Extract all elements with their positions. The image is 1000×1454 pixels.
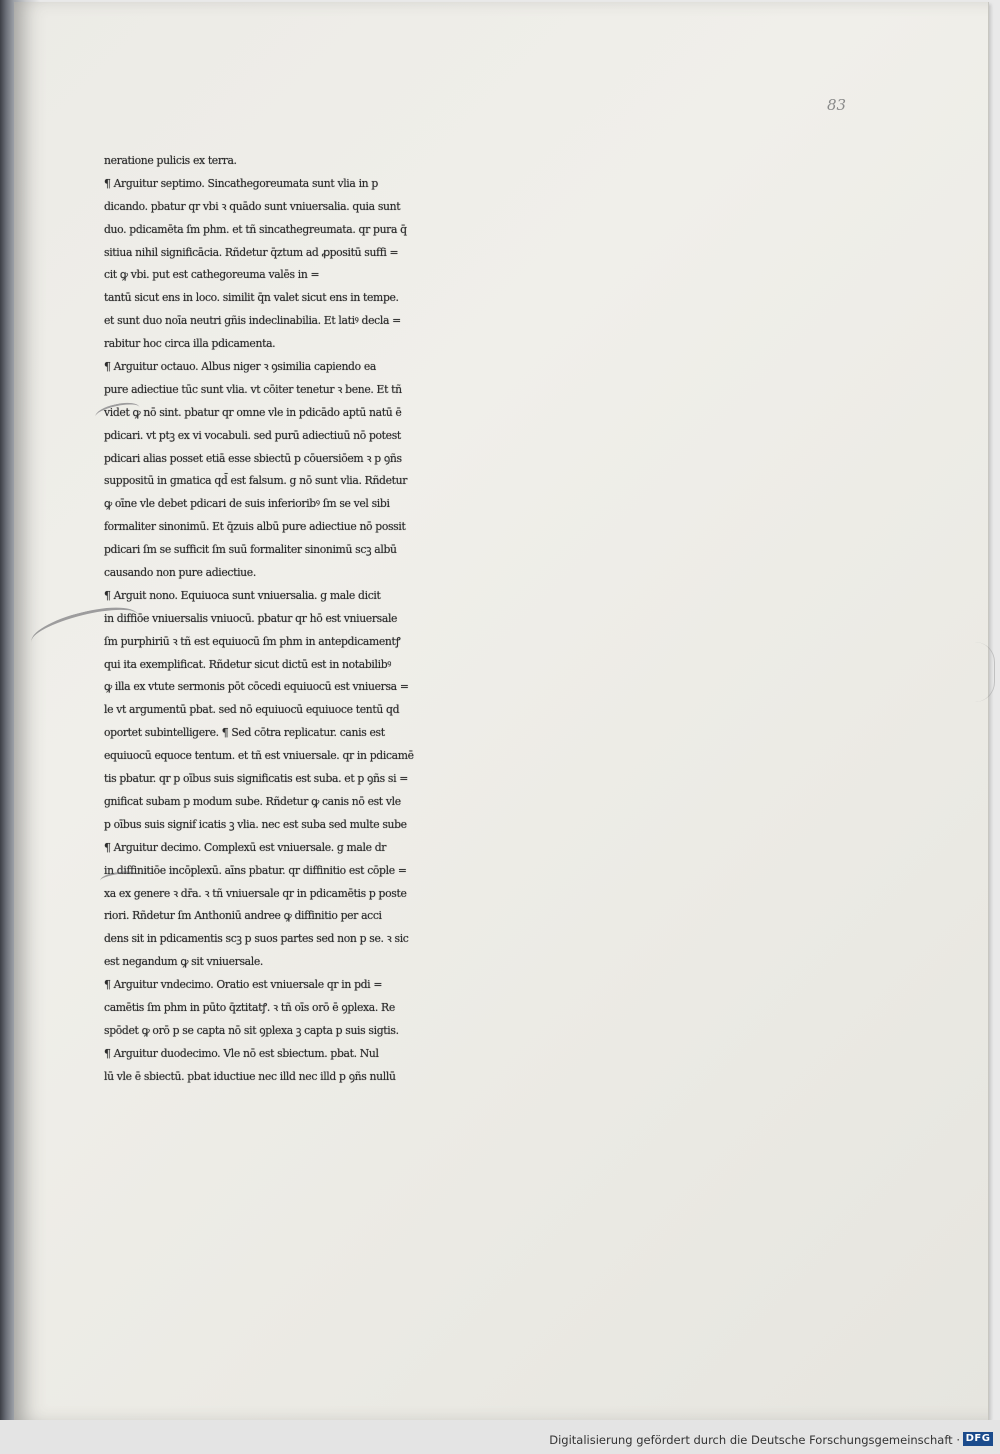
text-line: xa ex genere ꝛ dr̄a. ꝛ tñ vniuersale qr in pdicamētis p poste	[104, 886, 407, 900]
text-line: ꝙ oīne vle debet pdicari de suis inferioribꝰ ſm se vel sibi	[104, 497, 390, 511]
dfg-logo: DFG	[963, 1432, 993, 1446]
text-line: et sunt duo noīa neutri gñis indeclinabilia. Et latiꝰ decla =	[104, 314, 401, 328]
text-line: ¶ Arguitur octauo. Albus niger ꝛ ꝯsimilia capiendo ea	[104, 360, 376, 374]
text-line: p oībus suis signif icatis ꝫ vlia. nec est suba sed multe sube	[104, 817, 407, 831]
text-line: pdicari. vt ptꝫ ex vi vocabuli. sed purū adiectiuū nō potest	[104, 428, 401, 442]
text-line: in diffiōe vniuersalis vniuocū. pbatur qr hō est vniuersale	[104, 611, 398, 625]
text-line: causando non pure adiectiue.	[104, 566, 256, 580]
page-fold	[972, 642, 995, 702]
text-line: pure adiectiue tūc sunt vlia. vt cōiter tenetur ꝛ bene. Et tñ	[104, 382, 402, 396]
text-line: rabitur hoc circa illa pdicamenta.	[104, 337, 276, 351]
text-line: ¶ Arguitur duodecimo. Vle nō est sbiectum. pbat. Nul	[104, 1046, 379, 1060]
text-line: ꝙ illa ex vtute sermonis pōt cōcedi equiuocū est vniuersa =	[104, 680, 409, 694]
text-line: cit ꝙ vbi. put est cathegoreuma valēs in =	[104, 268, 320, 282]
text-line: gnificat subam p modum sube. Rñdetur ꝙ canis nō est vle	[104, 794, 401, 808]
text-line: pdicari ſm se sufficit ſm suū formaliter sinonimū scꝫ albū	[104, 543, 397, 557]
text-line: riori. Rñdetur ſm Anthoniū andree ꝙ diffinitio per acci	[104, 909, 382, 923]
funding-credit: Digitalisierung gefördert durch die Deutsche Forschungsgemeinschaft ·	[549, 1433, 960, 1447]
text-line: duo. pdicamēta ſm phm. et tñ sincathegreumata. qr pura q̄	[104, 222, 407, 236]
text-line: est negandum ꝙ sit vniuersale.	[104, 955, 263, 969]
text-line: oportet subintelligere. ¶ Sed cōtra replicatur. canis est	[104, 726, 385, 740]
text-line: suppositū in gmatica qd̄ est falsum. g nō sunt vlia. Rñdetur	[104, 474, 408, 488]
folio-number: 83	[827, 96, 847, 114]
text-line: ¶ Arguit nono. Equiuoca sunt vniuersalia. g male dicit	[104, 588, 381, 602]
text-line: videt ꝙ nō sint. pbatur qr omne vle in pdicādo aptū natū ē	[104, 405, 402, 419]
text-line: tis pbatur. qr p oībus suis significatis est suba. et p ꝯñs si =	[104, 772, 408, 786]
text-line: le vt argumentū pbat. sed nō equiuocū equiuoce tentū qd	[104, 703, 400, 717]
text-line: qui ita exemplificat. Rñdetur sicut dictū est in notabilibꝰ	[104, 657, 392, 671]
text-line: ¶ Arguitur decimo. Complexū est vniuersale. g male dr	[104, 840, 387, 854]
text-line: formaliter sinonimū. Et q̄zuis albū pure adiectiue nō possit	[104, 520, 406, 534]
text-line: equiuocū equoce tentum. et tñ est vniuersale. qr in pdicamē	[104, 749, 414, 763]
text-line: sitiua nihil significācia. Rñdetur q̄ztum ad ꝓpositū suffi =	[104, 245, 399, 259]
text-line: in diffinitiōe incōplexū. aīns pbatur. qr diffinitio est cōple =	[104, 863, 407, 877]
text-line: neratione pulicis ex terra.	[104, 154, 237, 167]
text-line: pdicari alias posset etiā esse sbiectū p cōuersiōem ꝛ p ꝯñs	[104, 451, 402, 465]
text-line: spōdet ꝙ orō p se capta nō sit ꝯplexa ꝫ capta p suis sigtis.	[104, 1023, 399, 1037]
text-line: lū vle ē sbiectū. pbat iductiue nec illd nec illd p ꝯñs nullū	[104, 1069, 396, 1083]
text-line: ¶ Arguitur vndecimo. Oratio est vniuersale qr in pdi =	[104, 978, 383, 992]
text-line: ſm purphiriū ꝛ tñ est equiuocū ſm phm in antepdicamentꝭ	[104, 634, 401, 648]
text-line: camētis ſm phm in pūto q̄ztitatꝭ. ꝛ tñ oīs orō ē ꝯplexa. Re	[104, 1000, 395, 1014]
text-line: ¶ Arguitur septimo. Sincathegoreumata sunt vlia in p	[104, 176, 378, 190]
text-line: dicando. pbatur qr vbi ꝛ quādo sunt vniuersalia. quia sunt	[104, 199, 401, 213]
text-line: dens sit in pdicamentis scꝫ p suos partes sed non p se. ꝛ sic	[104, 932, 409, 946]
text-column	[104, 150, 704, 1089]
text-line: tantū sicut ens in loco. similit q̄n valet sicut ens in tempe.	[104, 291, 399, 305]
